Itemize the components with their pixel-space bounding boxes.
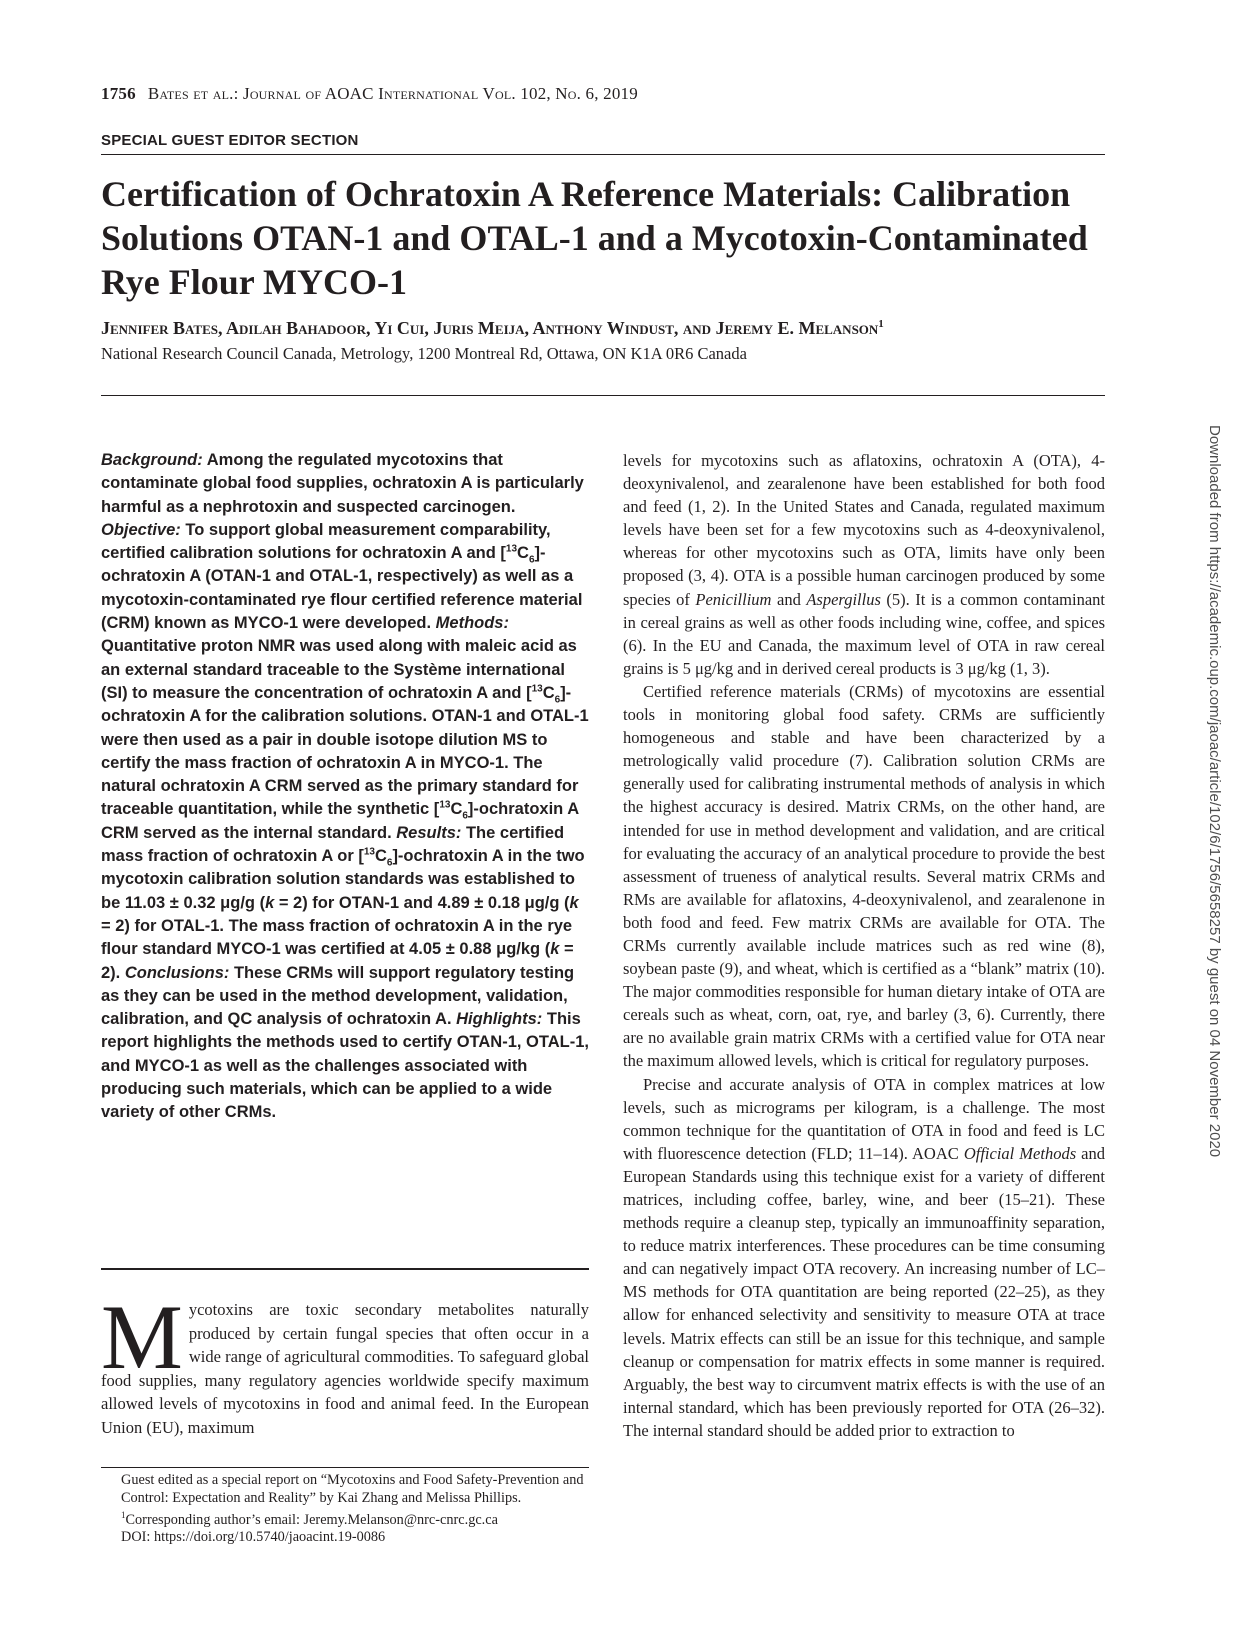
header-rule [101, 154, 1105, 155]
intro-paragraph [101, 1286, 589, 1439]
isotope-symbol: C [374, 847, 387, 866]
abstract-results-text-cont: ]-ochratoxin A in the two mycotoxin calibration solution standards was established to be 11.03 ± 0.32 μg/g ( [101, 847, 585, 912]
footnote-rule [101, 1467, 589, 1468]
isotope-symbol: C [450, 800, 463, 819]
paragraph-1-text-cont: (5). It is a common contaminant in cereal grains as well as other foods including wine, coffee, and spices (6). In the EU and Canada, the maximum level of OTA in raw cereal grains is 5 μg/kg and in derived cereal products is 3 μg/kg (1, 3). [623, 589, 1105, 678]
running-head [101, 84, 638, 104]
footnote-doi: DOI: https://doi.org/10.5740/jaoacint.19-0086 [121, 1529, 386, 1546]
coverage-factor-symbol: k [569, 893, 579, 912]
abstract-highlights-label: Highlights: [456, 1010, 543, 1029]
paragraph-3-text-cont: and European Standards using this technique exist for a variety of different matrices, including coffee, barley, wine, and beer (15–21). These methods require a cleanup step, typically an immunoaffinity separation, to reduce matrix interferences. These procedures can be time consuming and can negatively impact OTA recovery. An increasing number of LC–MS methods for OTA quantitation are being reported (22–25), as they allow for enhanced selectivity and sensitivity to measure OTA at trace levels. Matrix effects can still be an issue for this technique, and sample cleanup or compensation for matrix effects in some manner is required. Arguably, the best way to circumvent matrix effects is with the use of an internal standard, which has been previously reported for OTA (26–32). The internal standard should be added prior to extraction to [623, 1143, 1105, 1440]
isotope-symbol: C [542, 683, 555, 702]
isotope-symbol: C [517, 544, 529, 563]
abstract-rule [101, 1268, 589, 1270]
abstract-highlights-text: This report highlights the methods used to certify OTAN-1, OTAL-1, and MYCO-1 as well as the challenges associated with producing such materials, which can be applied to a wide variety of other CRMs. [101, 1010, 589, 1122]
abstract-methods-label: Methods: [435, 614, 509, 633]
isotope-superscript: 13 [531, 683, 543, 695]
abstract-methods-text-cont: ]-ochratoxin A for the calibration solutions. OTAN-1 and OTAL-1 were then used as a pair in double isotope dilution MS to certify the mass fraction of ochratoxin A in MYCO-1. The natural ochratoxin A CRM served as the primary standard for traceable quantitation, while the synthetic [ [101, 683, 589, 819]
download-watermark-text: Downloaded from https://academic.oup.com/jaoac/article/102/6/1756/5658257 by guest on 04 November 2020 [1206, 425, 1223, 1158]
abstract-objective-label: Objective: [101, 520, 181, 539]
abstract-objective-text-cont: ]-ochratoxin A (OTAN-1 and OTAL-1, respectively) as well as a mycotoxin-contaminated rye flour certified reference material (CRM) known as MYCO-1 were developed. [101, 544, 583, 633]
abstract-results-text-end: = 2). [101, 940, 574, 982]
official-methods-term: Official Methods [963, 1143, 1077, 1163]
affiliation: National Research Council Canada, Metrology, 1200 Montreal Rd, Ottawa, ON K1A 0R6 Canada [101, 344, 747, 363]
paragraph-1-conjunction: and [771, 589, 807, 609]
author-affiliation-marker: 1 [878, 318, 884, 330]
page-number: 1756 [101, 84, 136, 103]
author-names: Jennifer Bates, Adilah Bahadoor, Yi Cui, Juris Meija, Anthony Windust, and Jeremy E. Melanson [101, 318, 879, 338]
download-watermark [1205, 425, 1225, 1255]
isotope-subscript: 6 [554, 694, 561, 706]
isotope-subscript: 6 [386, 857, 393, 869]
coverage-factor-symbol: k [550, 940, 560, 959]
abstract-background-text: Among the regulated mycotoxins that contaminate global food supplies, ochratoxin A is particularly harmful as a nephrotoxin and suspected carcinogen. [101, 451, 584, 516]
article-title: Certification of Ochratoxin A Reference Materials: Calibration Solutions OTAN-1 and OTAL-1 and a Mycotoxin-Contaminated Rye Flour MYCO-1 [101, 174, 1088, 302]
genus-penicillium: Penicillium [695, 589, 772, 609]
right-column [623, 449, 1105, 1442]
section-label: SPECIAL GUEST EDITOR SECTION [101, 132, 359, 149]
abstract-results-text-cont: = 2) for OTAL-1. The mass fraction of ochratoxin A in the rye flour standard MYCO-1 was certified at 4.05 ± 0.88 μg/kg ( [101, 916, 573, 959]
isotope-subscript: 6 [462, 810, 468, 822]
abstract-objective-text: To support global measurement comparability, certified calibration solutions for ochratoxin A and [ [101, 520, 551, 563]
coverage-factor-symbol: k [265, 893, 275, 912]
isotope-superscript: 13 [439, 799, 451, 811]
abstract [101, 449, 589, 1125]
footnote-corresponding [101, 1507, 589, 1529]
abstract-methods-text-end: ]-ochratoxin A CRM served as the internal standard. [101, 800, 579, 842]
abstract-background-label: Background: [101, 451, 203, 469]
paragraph-3-text: Precise and accurate analysis of OTA in complex matrices at low levels, such as micrograms per kilogram, is a challenge. The most common technique for the quantitation of OTA in food and feed is LC with fluorescence detection (FLD; 11–14). AOAC [623, 1074, 1105, 1163]
paragraph-2: Certified reference materials (CRMs) of mycotoxins are essential tools in monitoring global food safety. CRMs are sufficiently homogeneous and stable and have been characterized by a metrologically valid procedure (7). Calibration solution CRMs are generally used for calibrating instrumental methods of analysis in which the highest accuracy is desired. Matrix CRMs, on the other hand, are intended for use in method development and validation, and are critical for evaluating the accuracy of an analytical procedure to provide the best assessment of trueness of analytical results. Several matrix CRMs and RMs are available for aflatoxins, 4-deoxynivalenol, and zearalenone in both food and feed. Few matrix CRMs are available for OTA. The CRMs currently available include matrices such as red wine (8), soybean paste (9), and wheat, which is certified as a “blank” matrix (10). The major commodities responsible for human dietary intake of OTA are cereals such as wheat, corn, oat, rye, and barley (3, 6). Currently, there are no available grain matrix CRMs with a certified value for OTA near the maximum allowed levels, which is critical for regulatory purposes. [623, 681, 1105, 1071]
footnote-marker: 1 [121, 1510, 126, 1520]
drop-cap: M [101, 1286, 183, 1388]
footnote-guest-edited [101, 1472, 589, 1507]
title-block-rule [101, 395, 1105, 396]
journal-citation: Bates et al.: Journal of AOAC International Vol. 102, No. 6, 2019 [147, 84, 638, 103]
isotope-superscript: 13 [505, 543, 518, 555]
abstract-results-text: The certified mass fraction of ochratoxin A or [ [101, 823, 565, 866]
abstract-results-text-cont: = 2) for OTAN-1 and 4.89 ± 0.18 μg/g ( [274, 893, 570, 912]
isotope-superscript: 13 [363, 846, 375, 858]
abstract-conclusions-label: Conclusions: [124, 963, 230, 982]
abstract-results-label: Results: [396, 823, 462, 842]
author-list [101, 318, 884, 339]
footnotes [101, 1472, 589, 1547]
paragraph-1 [623, 449, 1105, 680]
intro-text: ycotoxins are toxic secondary metabolites naturally produced by certain fungal species that often occur in a wide range of agricultural commodities. To safeguard global food supplies, many regulatory agencies worldwide specify maximum allowed levels of mycotoxins in food and animal feed. In the European Union (EU), maximum [101, 1300, 589, 1437]
abstract-conclusions-text: These CRMs will support regulatory testing as they can be used in the method development, validation, calibration, and QC analysis of ochratoxin A. [101, 963, 575, 1029]
paragraph-3 [623, 1073, 1105, 1443]
genus-aspergillus: Aspergillus [806, 589, 881, 609]
footnote-guest-edited-text: Guest edited as a special report on “Mycotoxins and Food Safety-Prevention and Control: Expectation and Reality” by Kai Zhang and Melissa Phillips. [121, 1472, 584, 1506]
paragraph-1-text: levels for mycotoxins such as aflatoxins, ochratoxin A (OTA), 4-deoxynivalenol, and zearalenone have been established for both food and feed (1, 2). In the United States and Canada, regulated maximum levels have been set for a few mycotoxins such as 4-deoxynivalenol, whereas for other mycotoxins such as OTA, limits have only been proposed (3, 4). OTA is a possible human carcinogen produced by some species of [623, 451, 1105, 609]
abstract-methods-text: Quantitative proton NMR was used along with maleic acid as an external standard traceable to the Système international (SI) to measure the concentration of ochratoxin A and [ [101, 637, 577, 702]
footnote-corresponding-text: Corresponding author’s email: Jeremy.Melanson@nrc-cnrc.gc.ca [125, 1511, 498, 1528]
isotope-subscript: 6 [528, 554, 535, 566]
